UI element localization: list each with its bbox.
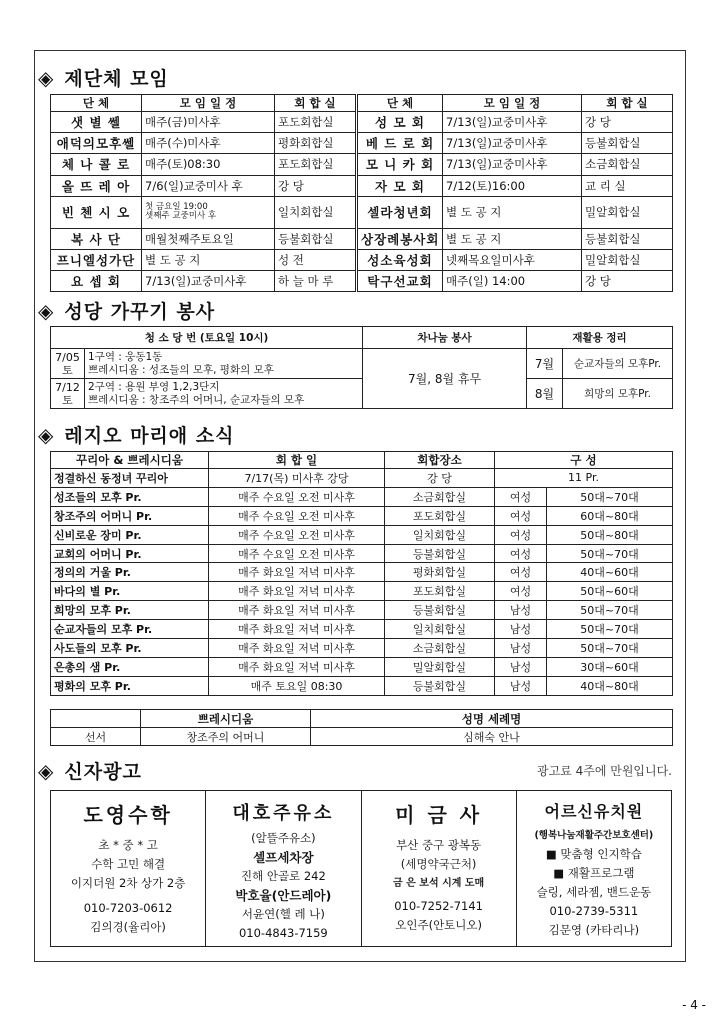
ad-doyoung: 도영수학 초 * 중 * 고 수학 고민 해결 이지더원 2차 상가 2층 010-7203-0612 김의경(율리아) (51, 791, 206, 946)
legio-table: 꾸리아 & 쁘레시디움 회 합 일 회합장소 구 성 정결하신 동정녀 꾸리아 7/17(목) 미사후 강당 강 당 11 Pr. 성조들의 모후 Pr. 매주 수요일 오전 미사후 소금회합실 여성 50대~70대 창조주의 어머니 Pr. 매주 수요일 오전 미사후 포도회합실 여성 60대~80대 신비로운 장미 Pr. 매주 수요일 오전 미사후 일치회합실 여성 50대~80대 교회의 어머니 Pr. 매주 수요일 오전 미사후 등불회합실 여성 50대~70대 정의의 거울 Pr. 매주 화요일 저녁 미사후 평화회합실 여성 40대~60대 바다의 별 Pr. 매주 화요일 저녁 미사후 포도회합실 여성 50대~60대 희망의 모후 Pr. 매주 화요일 저녁 미사후 등불회합실 남성 50대~70대 순교자들의 모후 Pr. 매주 화요일 저녁 미사후 일치회합실 남성 50대~70대 사도들의 모후 Pr. 매주 화요일 저녁 미사후 소금회합실 남성 50대~70대 은총의 샘 Pr. 매주 화요일 저녁 미사후 밀알회합실 남성 30대~60대 평화의 모후 Pr. 매주 토요일 08:30 등불회합실 남성 40대~80대 (50, 451, 673, 696)
legio-row: 교회의 어머니 Pr. 매주 수요일 오전 미사후 등불회합실 여성 50대~70대 (51, 544, 673, 563)
groups-header-row: 단 체 모 임 일 정 회 합 실 단 체 모 임 일 정 회 합 실 (51, 95, 673, 112)
care-table: 청 소 당 번 (토요일 10시) 차나눔 봉사 재활용 정리 7/05 토 1구역 : 웅동1동 쁘레시디움 : 성조들의 모후, 평화의 모후 7월, 8월 휴무 7월 순교자들의 모후Pr. 7/12 토 2구역 : 용원 부영 1,2,3단지 쁘레시디움 : 창조주의 어머니, 순교자들의 모후 8월 희망의 모후Pr. (50, 326, 673, 409)
diamond-icon: ◈ (38, 65, 55, 90)
legio-row: 사도들의 모후 Pr. 매주 화요일 저녁 미사후 소금회합실 남성 50대~70대 (51, 639, 673, 658)
ad-migeumsa: 미 금 사 부산 중구 광복동 (세명약국근처) 금 은 보석 시계 도매 010-7252-7141 오인주(안토니오) (362, 791, 517, 946)
legio-row: 창조주의 어머니 Pr. 매주 수요일 오전 미사후 포도회합실 여성 60대~80대 (51, 506, 673, 525)
section-title-care: ◈ 성당 가꾸기 봉사 (38, 298, 216, 323)
section-title-groups: ◈ 제단체 모임 (38, 65, 169, 90)
section-title-legio: ◈ 레지오 마리애 소식 (38, 422, 235, 447)
legio-row: 성조들의 모후 Pr. 매주 수요일 오전 미사후 소금회합실 여성 50대~70대 (51, 487, 673, 506)
legio-row: 바다의 별 Pr. 매주 화요일 저녁 미사후 포도회합실 여성 50대~60대 (51, 582, 673, 601)
ad-daeho: 대호주유소 (알뜰주유소) 셀프세차장 진해 안골로 242 박호율(안드레아) 서윤연(헬 레 나) 010-4843-7159 (206, 791, 361, 946)
diamond-icon: ◈ (38, 758, 55, 783)
ad-fee-note: 광고료 4주에 만원입니다. (537, 764, 672, 778)
legio-row: 은총의 샘 Pr. 매주 화요일 저녁 미사후 밀알회합실 남성 30대~60대 (51, 657, 673, 676)
pledge-table: 쁘레시디움 성명 세례명 선서 창조주의 어머니 심해숙 안나 (50, 709, 673, 746)
groups-row: 요 셉 회 7/13(일)교중미사후 하 늘 마 루 탁구선교회 매주(일) 14:00 강 당 (51, 271, 673, 292)
groups-row: 애덕의모후쎌 매주(수)미사후 평화회합실 베 드 로 회 7/13(일)교중미사후 등불회합실 (51, 133, 673, 154)
page-number: - 4 - (682, 998, 706, 1012)
ads-box (50, 790, 672, 947)
diamond-icon: ◈ (38, 298, 55, 323)
legio-row: 희망의 모후 Pr. 매주 화요일 저녁 미사후 등불회합실 남성 50대~70대 (51, 601, 673, 620)
groups-table (50, 94, 673, 292)
legio-row: 정의의 거울 Pr. 매주 화요일 저녁 미사후 평화회합실 여성 40대~60대 (51, 563, 673, 582)
legio-row: 평화의 모후 Pr. 매주 토요일 08:30 등불회합실 남성 40대~80대 (51, 676, 673, 695)
ad-senior-kindergarten: 어르신유치원 (행복나눔재활주간보호센터) ■ 맞춤형 인지학습 ■ 재활프로그램 슬링, 세라젬, 밴드운동 010-2739-5311 김문영 (카타리나) (534, 802, 654, 937)
groups-row: 샛 별 쎌 매주(금)미사후 포도회합실 성 모 회 7/13(일)교중미사후 강 당 (51, 112, 673, 133)
groups-row: 체 나 콜 로 매주(토)08:30 포도회합실 모 니 카 회 7/13(일)교중미사후 소금회합실 (51, 154, 673, 175)
groups-row: 빈 첸 시 오 첫 금요일 19:00 셋째주 교중미사 후 일치회합실 셀라청년회 별 도 공 지 밀알회합실 (51, 196, 673, 228)
groups-row: 복 사 단 매월첫째주토요일 등불회합실 상장례봉사회 별 도 공 지 등불회합실 (51, 228, 673, 249)
section-title-ads: ◈ 신자광고 (38, 758, 142, 783)
diamond-icon: ◈ (38, 422, 55, 447)
groups-row: 프니엘성가단 별 도 공 지 성 전 성소육성회 넷째목요일미사후 밀알회합실 (51, 249, 673, 270)
legio-row: 순교자들의 모후 Pr. 매주 화요일 저녁 미사후 일치회합실 남성 50대~70대 (51, 620, 673, 639)
legio-row: 신비로운 장미 Pr. 매주 수요일 오전 미사후 일치회합실 여성 50대~80대 (51, 525, 673, 544)
groups-row: 올 뜨 레 아 7/6(일)교중미사 후 강 당 자 모 회 7/12(토)16:00 교 리 실 (51, 175, 673, 196)
